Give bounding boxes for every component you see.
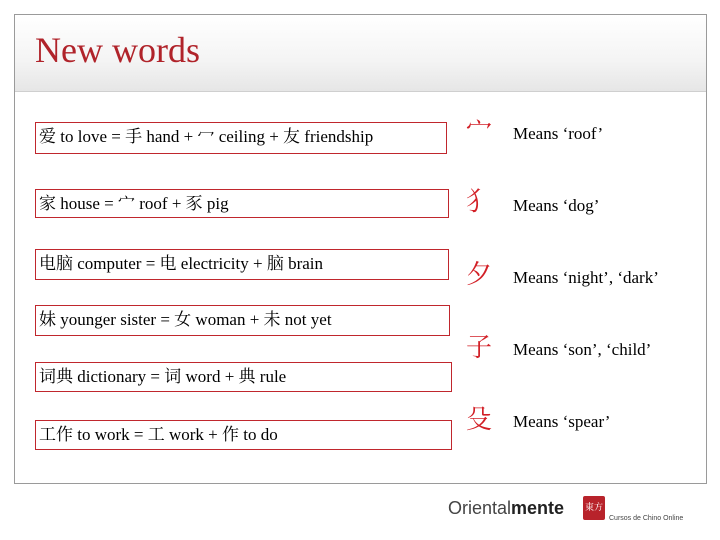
footer bbox=[0, 486, 720, 540]
brand-prefix: Oriental bbox=[448, 498, 512, 518]
radical-roof: 宀 bbox=[465, 117, 492, 147]
word-box-younger-sister: 妹 younger sister = 女 woman + 未 not yet bbox=[35, 305, 450, 336]
brand-tagline: Cursos de Chino Online bbox=[609, 515, 684, 522]
radical-night: 夕 bbox=[465, 260, 492, 290]
meaning-spear: Means ‘spear’ bbox=[513, 412, 611, 431]
word-box-house: 家 house = 宀 roof + 豕 pig bbox=[35, 189, 449, 218]
seal-stamp-icon: 東方 bbox=[583, 496, 605, 520]
radical-dog: 犭 bbox=[465, 187, 492, 217]
radical-son: 子 bbox=[465, 333, 492, 363]
slide bbox=[14, 14, 707, 484]
meaning-dog: Means ‘dog’ bbox=[513, 196, 600, 215]
word-box-to-work: 工作 to work = 工 work + 作 to do bbox=[35, 420, 452, 450]
meaning-son: Means ‘son’, ‘child’ bbox=[513, 340, 652, 359]
word-box-love: 爱 to love = 手 hand + 冖 ceiling + 友 friendship bbox=[35, 122, 447, 154]
meaning-roof: Means ‘roof’ bbox=[513, 124, 604, 143]
brand-logo bbox=[448, 498, 564, 519]
word-box-computer: 电脑 computer = 电 electricity + 脑 brain bbox=[35, 249, 449, 280]
brand-suffix: mente bbox=[511, 498, 565, 518]
word-box-dictionary: 词典 dictionary = 词 word + 典 rule bbox=[35, 362, 452, 392]
meaning-night: Means ‘night’, ‘dark’ bbox=[513, 268, 659, 287]
radical-spear: 殳 bbox=[465, 405, 492, 435]
slide-title: New words bbox=[35, 30, 200, 70]
title-bar bbox=[15, 15, 706, 92]
